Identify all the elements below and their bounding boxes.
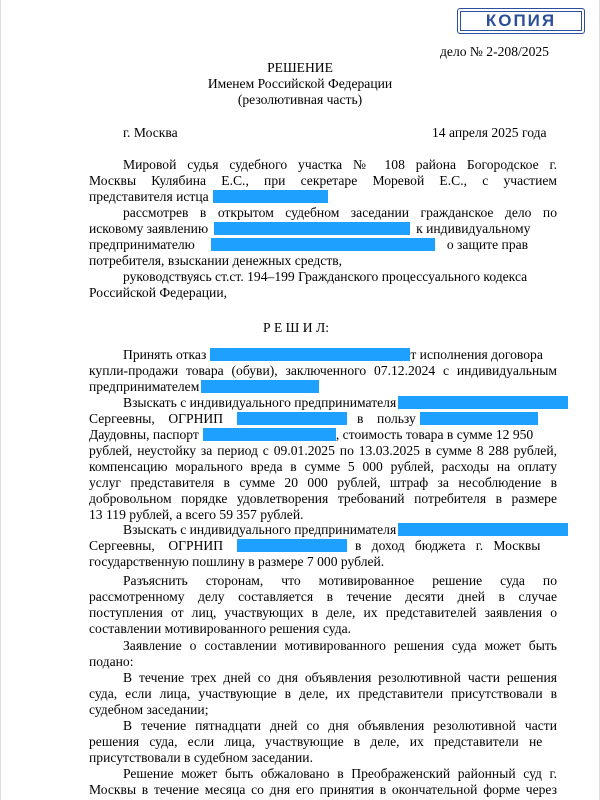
case-number: дело № 2-208/2025	[440, 44, 549, 59]
paragraph-three-days	[89, 670, 557, 718]
text-line	[89, 379, 557, 395]
text-fragment: предпринимателю	[89, 237, 195, 252]
text-line: Заявление о составлении мотивированного решения суда может быть	[123, 638, 557, 653]
text-line: потребителя, взыскании денежных средств,	[89, 253, 343, 268]
text-line: присутствовали в судебном заседании.	[89, 750, 313, 765]
text-line: руководствуясь ст.ст. 194–199 Гражданского процессуального кодекса	[123, 269, 528, 284]
text-line	[89, 237, 557, 253]
text-line: Мировой судья судебного участка № 108 района Богородское г.	[123, 157, 557, 172]
date: 14 апреля 2025 года	[432, 125, 547, 140]
text-line: 13 119 рублей, а всего 59 357 рублей.	[89, 507, 304, 522]
text-line	[89, 411, 557, 427]
text-line: купли-продажи товара (обуви), заключенного 07.12.2024 с индивидуальным	[89, 363, 557, 378]
text-line: решения суда, если лица, участвующие в деле, их представители не	[89, 734, 543, 749]
text-line: поступления от лиц, участвующих в деле, их представителей заявления о	[89, 605, 557, 620]
text-fragment: Взыскать с индивидуального предпринимателя	[123, 522, 397, 537]
text-fragment: в пользу	[357, 411, 416, 426]
text-line: добровольном порядке удовлетворения требований потребителя в размере	[89, 491, 557, 506]
paragraph-explanation	[89, 573, 557, 637]
text-fragment: Сергеевны, ОГРНИП	[89, 538, 224, 553]
text-line: рассмотрев в открытом судебном заседании гражданское дело по	[123, 205, 557, 220]
resolved-heading: Р Е Ш И Л:	[263, 320, 329, 335]
text-fragment: Взыскать с индивидуального предпринимателя	[123, 395, 397, 410]
text-line: В течение трех дней со дня объявления резолютивной части решения	[123, 670, 557, 685]
page-left-edge	[0, 0, 1, 800]
paragraph-state-duty	[89, 522, 557, 570]
text-line: Москвы в течение месяца со дня его принятия в окончательной форме через	[89, 782, 557, 797]
text-line: Разъяснить сторонам, что мотивированное решение суда по	[123, 573, 557, 588]
text-fragment: Принять отказ	[123, 347, 207, 362]
text-fragment: к индивидуальному	[416, 221, 531, 236]
document-title: РЕШЕНИЕ	[267, 60, 333, 75]
text-line	[89, 522, 557, 538]
place: г. Москва	[123, 125, 178, 140]
text-line: рассмотренному делу составляется в течение десяти дней в случае	[89, 589, 557, 604]
text-fragment: т исполнения договора	[410, 347, 543, 362]
text-line	[89, 427, 557, 443]
text-line	[89, 538, 557, 554]
text-line: судебном заседании;	[89, 702, 209, 717]
redaction-block	[213, 190, 328, 203]
redaction-block	[237, 539, 347, 552]
paragraph-accept-refusal	[89, 347, 557, 395]
paragraph-recover-to-plaintiff	[89, 395, 557, 523]
intro-paragraph	[89, 157, 557, 301]
text-line: В течение пятнадцати дней со дня объявления резолютивной части	[123, 718, 557, 733]
copy-stamp: КОПИЯ	[457, 8, 585, 34]
redaction-block	[211, 238, 435, 251]
text-line	[89, 221, 557, 237]
paragraph-fifteen-days	[89, 718, 557, 766]
text-line: Решение может быть обжаловано в Преображенский районный суд г.	[123, 766, 557, 781]
document-subtitle: Именем Российской Федерации	[207, 76, 393, 91]
text-line: государственную пошлину в размере 7 000 рублей.	[89, 554, 385, 569]
redaction-block	[420, 412, 538, 425]
text-line	[89, 395, 557, 411]
text-line: составлении мотивированного решения суда.	[89, 621, 352, 636]
text-fragment: предпринимателем	[89, 379, 200, 394]
text-line	[89, 347, 557, 363]
text-line	[89, 189, 557, 205]
text-fragment: представителя истца	[89, 189, 209, 204]
text-fragment: Сергеевны, ОГРНИП	[89, 411, 224, 426]
redaction-block	[210, 348, 410, 361]
redaction-block	[398, 523, 568, 536]
redaction-block	[398, 396, 568, 409]
text-fragment: в доход бюджета г. Москвы	[355, 538, 541, 553]
text-line: Москвы Кулябина Е.С., при секретаре Моревой Е.С., с участием	[89, 173, 557, 188]
text-fragment: , стоимость товара в сумме 12 950	[335, 427, 534, 442]
text-line: компенсацию морального вреда в сумме 5 000 рублей, расходы на оплату	[89, 459, 557, 474]
paragraph-appeal	[89, 766, 557, 798]
paragraph-application	[89, 638, 557, 670]
text-line: Российской Федерации,	[89, 285, 227, 300]
text-line: суда, если лица, участвующие в деле, их представители присутствовали в	[89, 686, 557, 701]
text-line: подано:	[89, 654, 134, 669]
document-part: (резолютивная часть)	[237, 92, 363, 107]
redaction-block	[237, 412, 347, 425]
redaction-block	[214, 222, 410, 235]
text-line: рублей, неустойку за период с 09.01.2025 по 13.03.2025 в сумме 8 288 рублей,	[89, 443, 557, 458]
text-fragment: исковому заявлению	[89, 221, 209, 236]
text-fragment: о защите прав	[446, 237, 529, 252]
redaction-block	[201, 380, 319, 393]
text-line: услуг представителя в сумме 20 000 рублей, штраф за несоблюдение в	[89, 475, 557, 490]
redaction-block	[203, 428, 336, 441]
text-fragment: Даудовны, паспорт	[89, 427, 199, 442]
